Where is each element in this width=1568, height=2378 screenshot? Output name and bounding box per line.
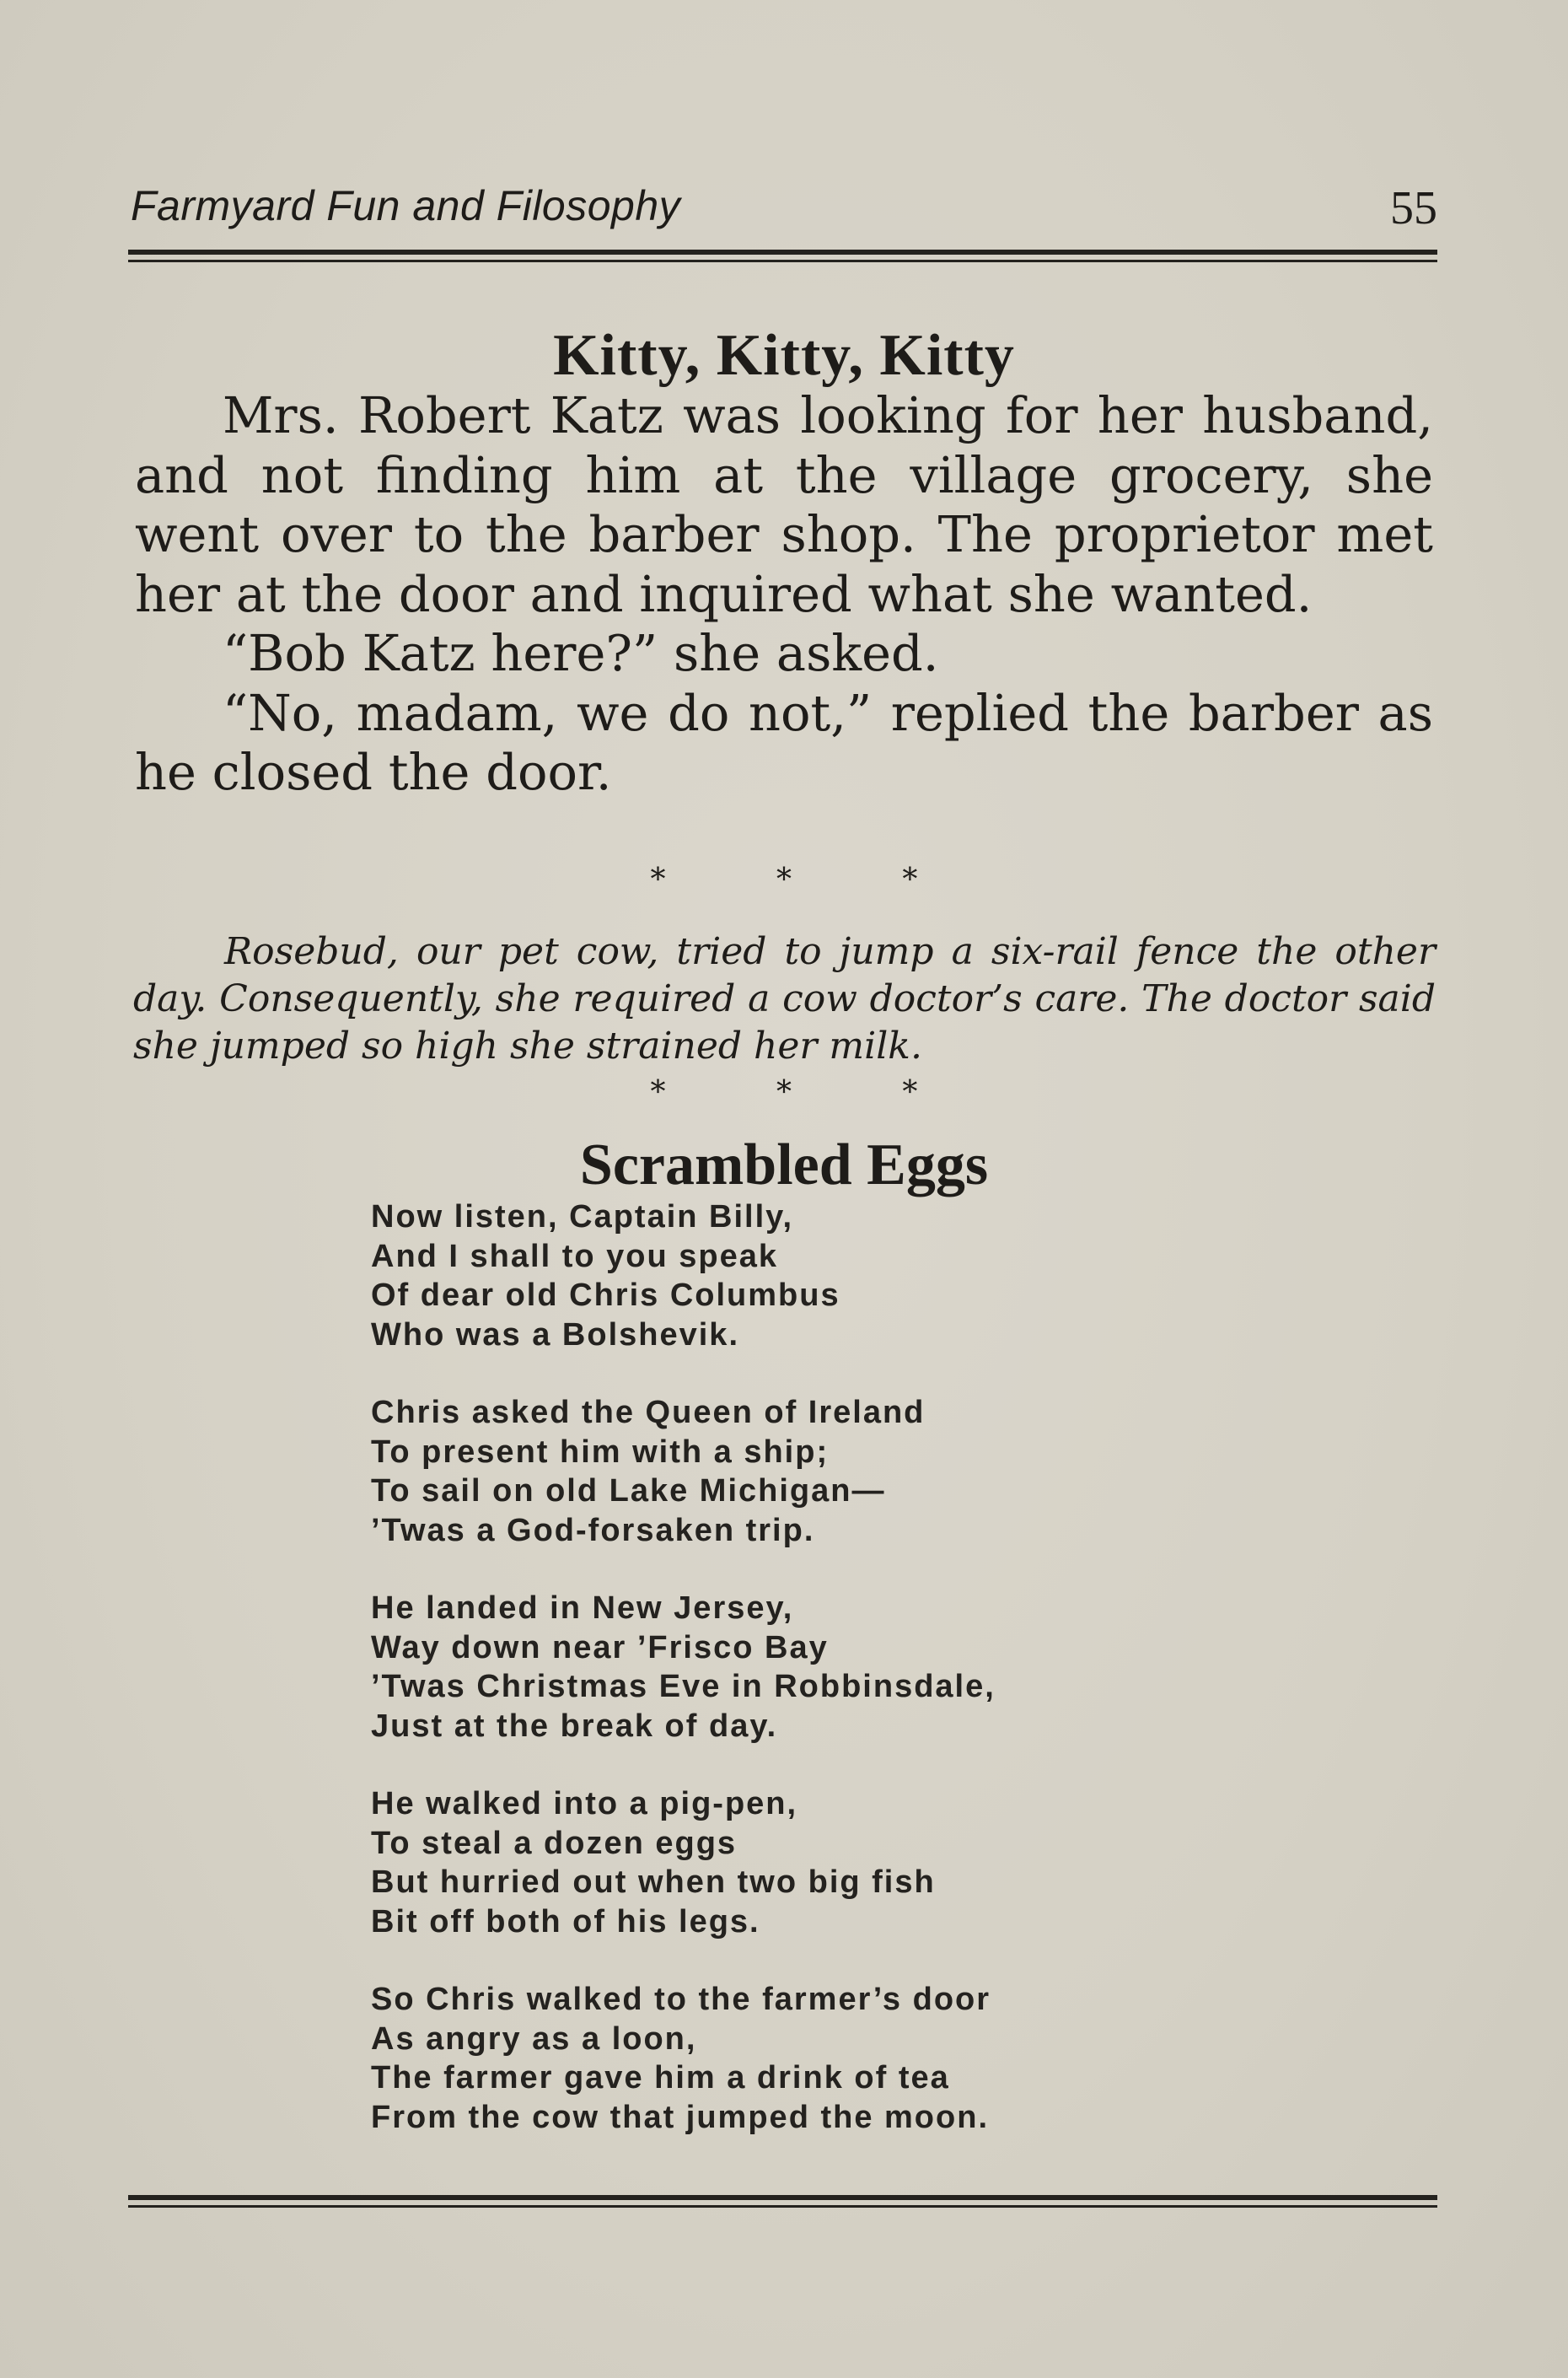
poem-line: To present him with a ship;: [371, 1434, 830, 1470]
poem-line: And I shall to you speak: [371, 1238, 778, 1274]
joke-text: Rosebud, our pet cow, tried to jump a six-rail fence the other day. Consequently, she required a cow doctor’s care. The doctor said she jumped so high she strained her milk.: [133, 930, 1436, 1068]
section-separator: * * *: [650, 1075, 969, 1110]
header-rule: [128, 250, 1437, 262]
page-number: 55: [1390, 182, 1437, 234]
poem-line: He landed in New Jersey,: [371, 1590, 794, 1626]
story-title: Kitty, Kitty, Kitty: [553, 323, 1015, 388]
story-paragraph: “Bob Katz here?” she asked.: [223, 624, 939, 682]
poem-line: To steal a dozen eggs: [371, 1825, 738, 1861]
poem-line: From the cow that jumped the moon.: [371, 2099, 989, 2135]
poem-line: As angry as a loon,: [371, 2020, 697, 2057]
running-header: [131, 181, 1437, 240]
poem-line: Bit off both of his legs.: [371, 1903, 760, 1940]
footer-rule-thin: [128, 2205, 1437, 2208]
footer-rule-thick: [128, 2195, 1437, 2200]
poem-line: ’Twas Christmas Eve in Robbinsdale,: [371, 1669, 996, 1704]
poem-body: [371, 1197, 1214, 2176]
header-rule-thin: [128, 260, 1437, 262]
poem-line: But hurried out when two big fish: [371, 1864, 936, 1900]
poem-stanza: [371, 1197, 1214, 1354]
joke-paragraph: [133, 928, 1436, 1070]
poem-line: He walked into a pig-pen,: [371, 1786, 798, 1821]
poem-line: Of dear old Chris Columbus: [371, 1278, 840, 1313]
poem-line: Way down near ’Frisco Bay: [371, 1629, 829, 1665]
story-paragraph: “No, madam, we do not,” replied the barber as he closed the door.: [135, 683, 1433, 801]
poem-line: Who was a Bolshevik.: [371, 1316, 739, 1353]
poem-stanza: [371, 1784, 1214, 1941]
poem-stanza: [371, 1393, 1214, 1550]
story-body: [135, 386, 1433, 803]
poem-line: The farmer gave him a drink of tea: [371, 2060, 950, 2096]
poem-line: To sail on old Lake Michigan—: [371, 1473, 886, 1509]
poem-line: ’Twas a God-forsaken trip.: [371, 1512, 815, 1548]
poem-line: So Chris walked to the farmer’s door: [371, 1982, 991, 2017]
poem-line: Chris asked the Queen of Ireland: [371, 1395, 926, 1430]
header-rule-thick: [128, 250, 1437, 255]
poem-title: Scrambled Eggs: [579, 1133, 989, 1197]
running-title: Farmyard Fun and Filosophy: [131, 182, 681, 229]
footer-rule: [128, 2195, 1437, 2208]
poem-line: Now listen, Captain Billy,: [371, 1199, 794, 1235]
poem-stanza: [371, 1980, 1214, 2137]
poem-line: Just at the break of day.: [371, 1708, 778, 1744]
poem-stanza: [371, 1589, 1214, 1746]
story-paragraph: Mrs. Robert Katz was looking for her husband, and not finding him at the village grocery, she went over to the barber shop. The proprietor met her at the door and inquired what she wanted.: [135, 386, 1433, 623]
section-separator: * * *: [650, 863, 969, 897]
